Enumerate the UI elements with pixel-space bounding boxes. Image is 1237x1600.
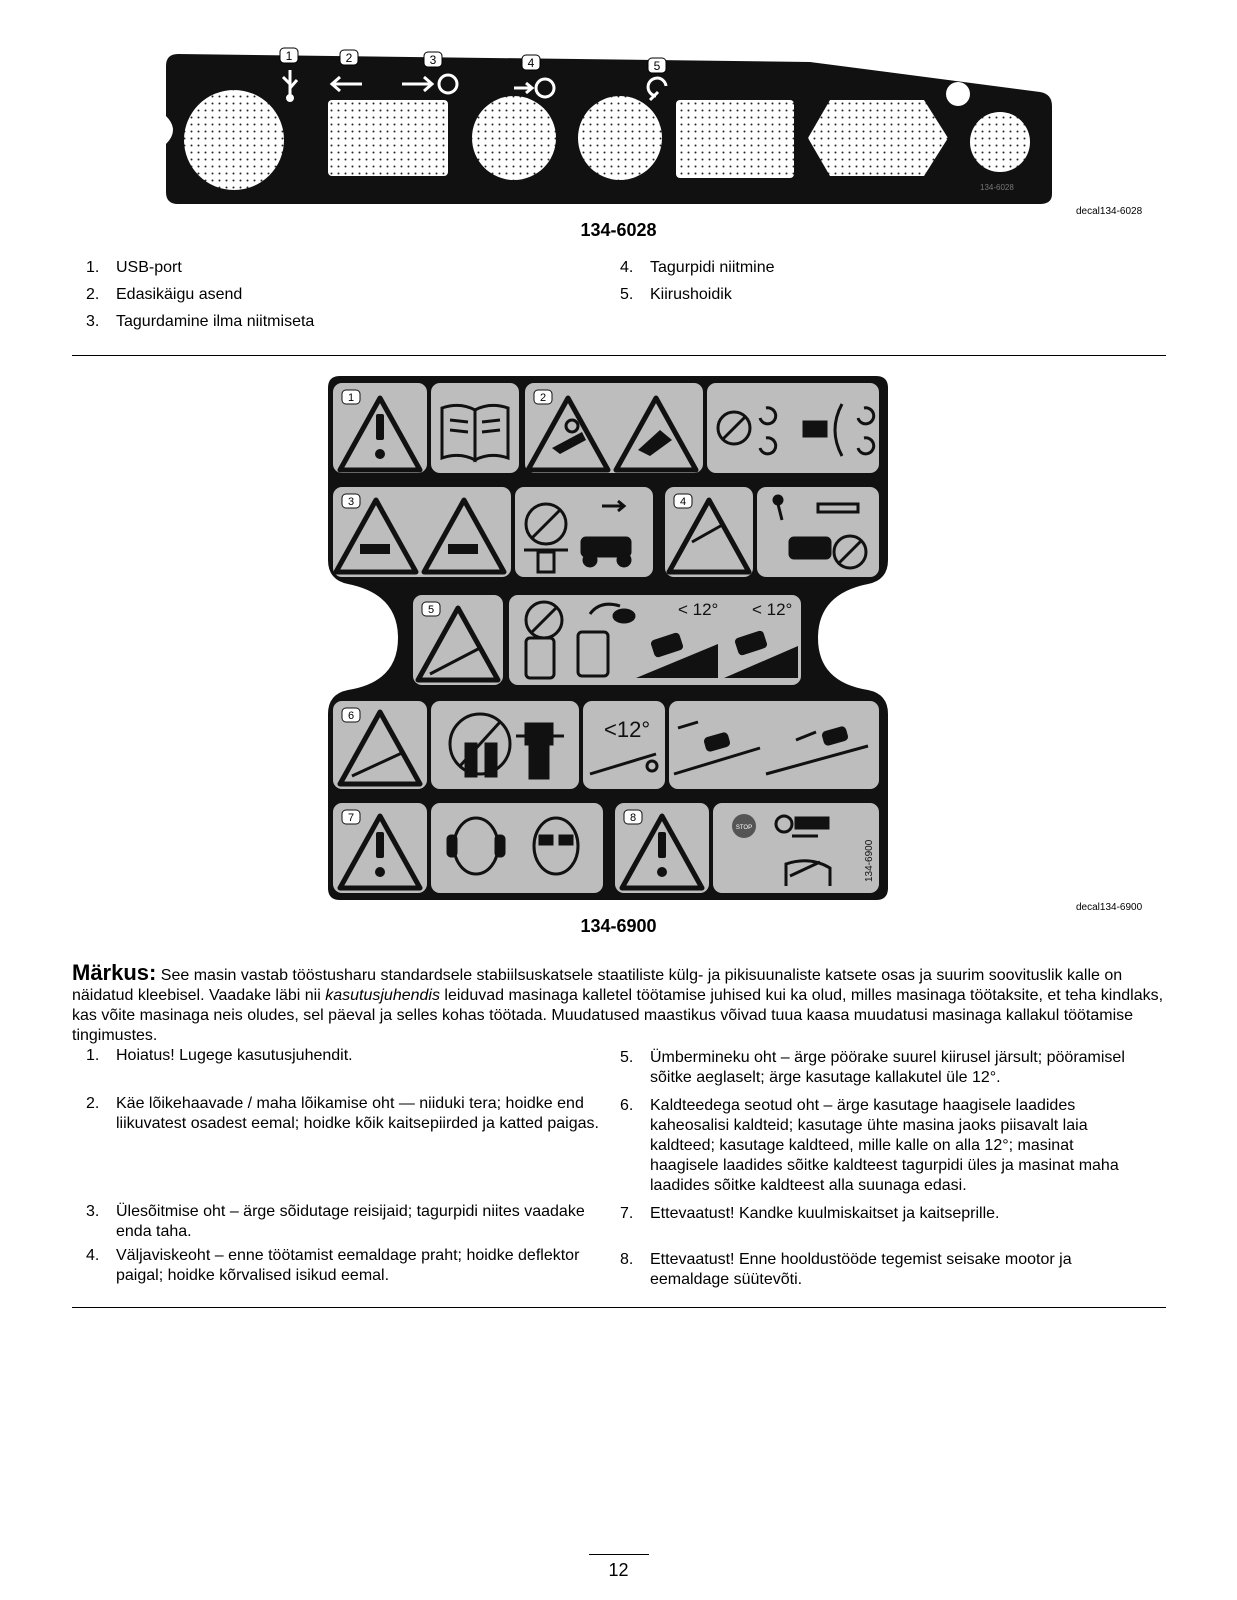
decal1-legend-left <box>72 258 572 332</box>
slope-limit-label-1: < 12° <box>678 600 719 619</box>
list-item: 3. Tagurdamine ilma niitmiseta <box>86 313 315 330</box>
decal2-callout-8: 8 <box>629 812 637 824</box>
decal2-legend-left <box>72 1046 602 1286</box>
note-text-italic: kasutusjuhendis <box>325 987 440 1004</box>
decal2-callout-5: 5 <box>427 604 435 616</box>
list-item: 4. Väljaviskeoht – enne töötamist eemaldage praht; hoidke deflektor paigal; hoidke kõrvalised isikud eemal. <box>86 1247 580 1284</box>
list-item: 5. Kiirushoidik <box>620 286 732 303</box>
decal1-callout-2: 2 <box>345 51 353 65</box>
decal2-imprint: 134-6900 <box>864 839 875 882</box>
decal2-callout-4: 4 <box>679 496 687 508</box>
decal2-callout-3: 3 <box>347 496 355 508</box>
list-item: 8. Ettevaatust! Enne hooldustööde tegemist seisake mootor ja eemaldage süütevõti. <box>620 1251 1072 1288</box>
decal2-callout-7: 7 <box>347 812 355 824</box>
ramp-slope-label: <12° <box>604 717 651 742</box>
decal1-imprint: 134-6028 <box>980 183 1014 192</box>
page-number-rule <box>589 1554 649 1555</box>
decal1-callout-3: 3 <box>429 53 437 67</box>
divider <box>72 1307 1166 1308</box>
list-item: 6. Kaldteedega seotud oht – ärge kasutage haagisele laadides kaheosalisi kaldteid; kasutage ühte masina jaoks piisavalt laia kaldteed; kasutage kaldteed, mille kalle on alla 12°; masinat haagisele laadides sõitke kaldteest tagurpidi üles ja masinat maha laadides sõitke kaldteest alla suunaga edasi. <box>620 1097 1119 1194</box>
note-paragraph <box>72 960 1166 1046</box>
decal-134-6900-image <box>320 374 896 902</box>
decal1-callout-4: 4 <box>527 56 535 70</box>
list-item: 7. Ettevaatust! Kandke kuulmiskaitset ja kaitseprille. <box>620 1205 1000 1222</box>
page-number: 12 <box>608 1560 629 1580</box>
decal1-ref: decal134-6028 <box>1076 206 1143 217</box>
decal2-callout-2: 2 <box>539 392 547 404</box>
decal2-legend-right <box>606 1048 1130 1290</box>
list-item: 5. Ümbermineku oht – ärge pöörake suurel kiirusel järsult; pööramisel sõitke aeglaselt; ärge kasutage kallakutel üle 12°. <box>620 1049 1125 1086</box>
note-label: Märkus: <box>72 960 157 985</box>
list-item: 2. Edasikäigu asend <box>86 286 243 303</box>
note-text-after: leiduvad masinaga kalletel töötamise juhised kui ka olud, milles masinaga töötaksite, et teha kindlaks, kas võite masinaga neis oludes, sel päeval ja selles kohas töötada. Muudatused maastikus võivad tuua kaasa muudatusi masinaga kallakul töötamise tingimustes. <box>72 987 1164 1044</box>
decal2-callout-1: 1 <box>347 392 355 404</box>
slope-limit-label-2: < 12° <box>752 600 793 619</box>
list-item: 4. Tagurpidi niitmine <box>620 259 775 276</box>
decal1-legend-right <box>606 258 1106 305</box>
list-item: 3. Ülesõitmise oht – ärge sõidutage reisijaid; tagurpidi niites vaadake enda taha. <box>86 1203 585 1240</box>
list-item: 1. USB-port <box>86 259 182 276</box>
list-item: 1. Hoiatus! Lugege kasutusjuhendit. <box>86 1047 353 1064</box>
note-text-before: See masin vastab tööstusharu standardsele stabiilsuskatsele staatiliste külg- ja pikisuunaliste katsete osas ja suurim soovituslik kalle on näidatud kleebisel. Vaadake läbi nii <box>72 967 1123 1004</box>
list-item: 2. Käe lõikehaavade / maha lõikamise oht — niiduki tera; hoidke end liikuvatest osadest eemal; hoidke kõik kaitsepiirded ja katted paigas. <box>86 1095 599 1132</box>
decal1-callout-1: 1 <box>285 49 293 63</box>
decal-134-6028-image <box>160 44 1060 212</box>
decal2-ref: decal134-6900 <box>1076 902 1143 913</box>
stop-button-label: STOP <box>735 825 753 831</box>
decal2-callout-6: 6 <box>347 710 355 722</box>
decal1-callout-5: 5 <box>653 59 661 73</box>
divider <box>72 355 1166 356</box>
decal2-title: 134-6900 <box>580 916 657 936</box>
decal1-title: 134-6028 <box>580 220 657 240</box>
